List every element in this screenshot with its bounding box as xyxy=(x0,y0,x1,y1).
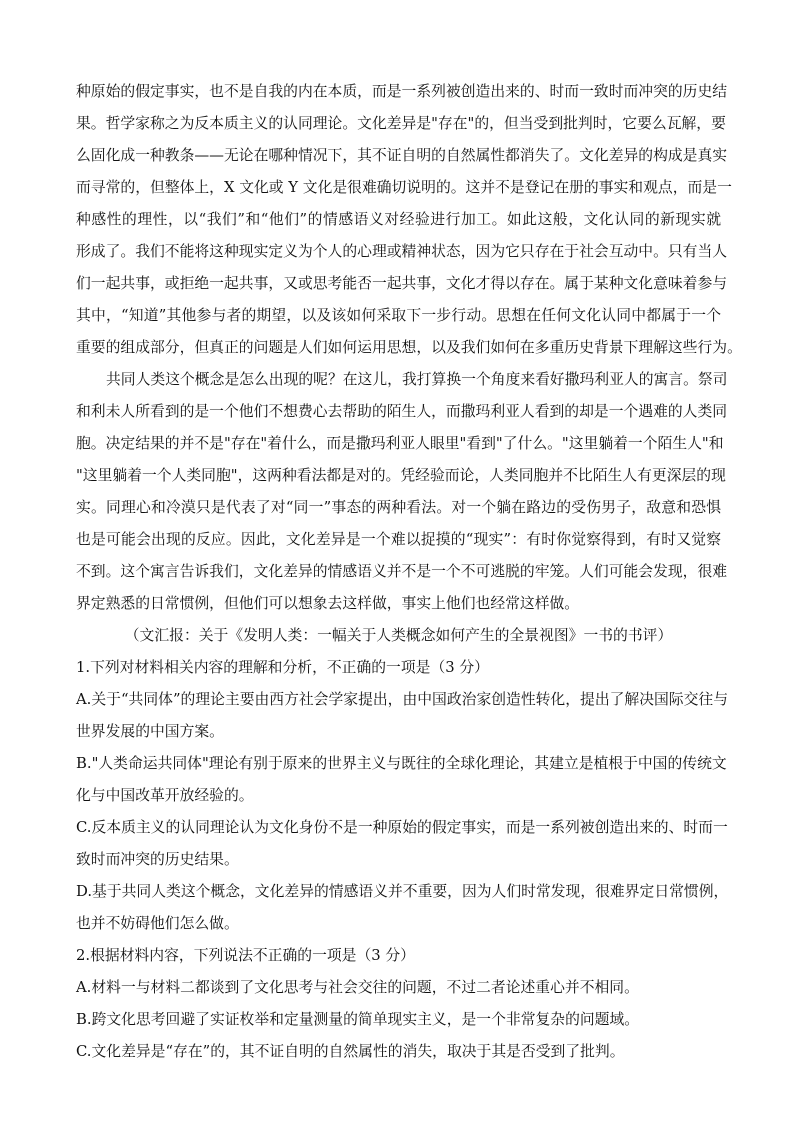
question-1-option-d-cont: 也并不妨碍他们怎么做。 xyxy=(76,915,239,932)
question-2-stem: 2.根据材料内容，下列说法不正确的一项是（3 分） xyxy=(76,947,415,964)
source-citation: （文汇报：关于《发明人类：一幅关于人类概念如何产生的全景视图》一书的书评） xyxy=(124,627,673,644)
paragraph-line: 胞。决定结果的并不是"存在"着什么，而是撒玛利亚人眼里"看到"了什么。"这里躺着一个陌生人"和 xyxy=(76,435,724,452)
question-1-option-c-cont: 致时而冲突的历史结果。 xyxy=(76,851,239,868)
question-1-stem: 1.下列对材料相关内容的理解和分析，不正确的一项是（3 分） xyxy=(76,659,489,676)
passage-line: 其中，“知道”其他参与者的期望，以及该如何采取下一步行动。思想在任何文化认同中都属于一个 xyxy=(76,307,721,324)
paragraph-line: 实。同理心和冷漠只是代表了对“同一”事态的两种看法。对一个躺在路边的受伤男子，敌意和恐惧 xyxy=(76,499,721,516)
question-2-option-c: C.文化差异是“存在”的，其不证自明的自然属性的消失，取决于其是否受到了批判。 xyxy=(76,1043,625,1060)
paragraph-line: 不到。这个寓言告诉我们，文化差异的情感语义并不是一个不可逃脱的牢笼。人们可能会发现，很难 xyxy=(76,563,728,580)
passage-line: 种原始的假定事实，也不是自我的内在本质，而是一系列被创造出来的、时而一致时而冲突的历史结 xyxy=(76,83,728,100)
passage-line: 果。哲学家称之为反本质主义的认同理论。文化差异是"存在"的，但当受到批判时，它要么瓦解，要 xyxy=(76,115,726,132)
passage-line: 么固化成一种教条——无论在哪种情况下，其不证自明的自然属性都消失了。文化差异的构成是真实 xyxy=(76,147,728,164)
question-1-option-a-cont: 世界发展的中国方案。 xyxy=(76,723,224,740)
paragraph-line: 共同人类这个概念是怎么出现的呢？在这儿，我打算换一个角度来看好撒玛利亚人的寓言。祭司 xyxy=(106,371,728,388)
question-2-option-a: A.材料一与材料二都谈到了文化思考与社会交往的问题，不过二者论述重心并不相同。 xyxy=(76,979,639,996)
paragraph-line: 也是可能会出现的反应。因此，文化差异是一个难以捉摸的“现实”：有时你觉察得到，有时又觉察 xyxy=(76,531,721,548)
paragraph-line: "这里躺着一个人类同胞"，这两种看法都是对的。凭经验而论，人类同胞并不比陌生人有更深层的现 xyxy=(76,467,726,484)
passage-line: 而寻常的，但整体上，X 文化或 Y 文化是很难确切说明的。这并不是登记在册的事实和观点，而是一 xyxy=(76,179,732,196)
question-1-option-a: A.关于“共同体”的理论主要由西方社会学家提出，由中国政治家创造性转化，提出了解决国际交往与 xyxy=(76,691,728,708)
question-1-option-b: B."人类命运共同体"理论有别于原来的世界主义与既往的全球化理论，其建立是植根于中国的传统文 xyxy=(76,755,727,772)
question-1-option-c: C.反本质主义的认同理论认为文化身份不是一种原始的假定事实，而是一系列被创造出来的、时而一 xyxy=(76,819,728,836)
passage-line: 重要的组成部分，但真正的问题是人们如何运用思想，以及我们如何在多重历史背景下理解这些行为。 xyxy=(76,339,742,356)
passage-line: 形成了。我们不能将这种现实定义为个人的心理或精神状态，因为它只存在于社会互动中。只有当人 xyxy=(76,243,728,260)
paragraph-line: 界定熟悉的日常惯例，但他们可以想象去这样做，事实上他们也经常这样做。 xyxy=(76,595,580,612)
question-1-option-d: D.基于共同人类这个概念，文化差异的情感语义并不重要，因为人们时常发现，很难界定日常惯例， xyxy=(76,883,729,900)
question-1-option-b-cont: 化与中国改革开放经验的。 xyxy=(76,787,254,804)
question-2-option-b: B.跨文化思考回避了实证枚举和定量测量的简单现实主义，是一个非常复杂的问题域。 xyxy=(76,1011,640,1028)
passage-line: 们一起共事，或拒绝一起共事，又或思考能否一起共事，文化才得以存在。属于某种文化意味着参与 xyxy=(76,275,728,292)
paragraph-line: 和利未人所看到的是一个他们不想费心去帮助的陌生人，而撒玛利亚人看到的却是一个遇难的人类同 xyxy=(76,403,728,420)
passage-line: 种感性的理性，以“我们”和“他们”的情感语义对经验进行加工。如此这般，文化认同的新现实就 xyxy=(76,211,721,228)
